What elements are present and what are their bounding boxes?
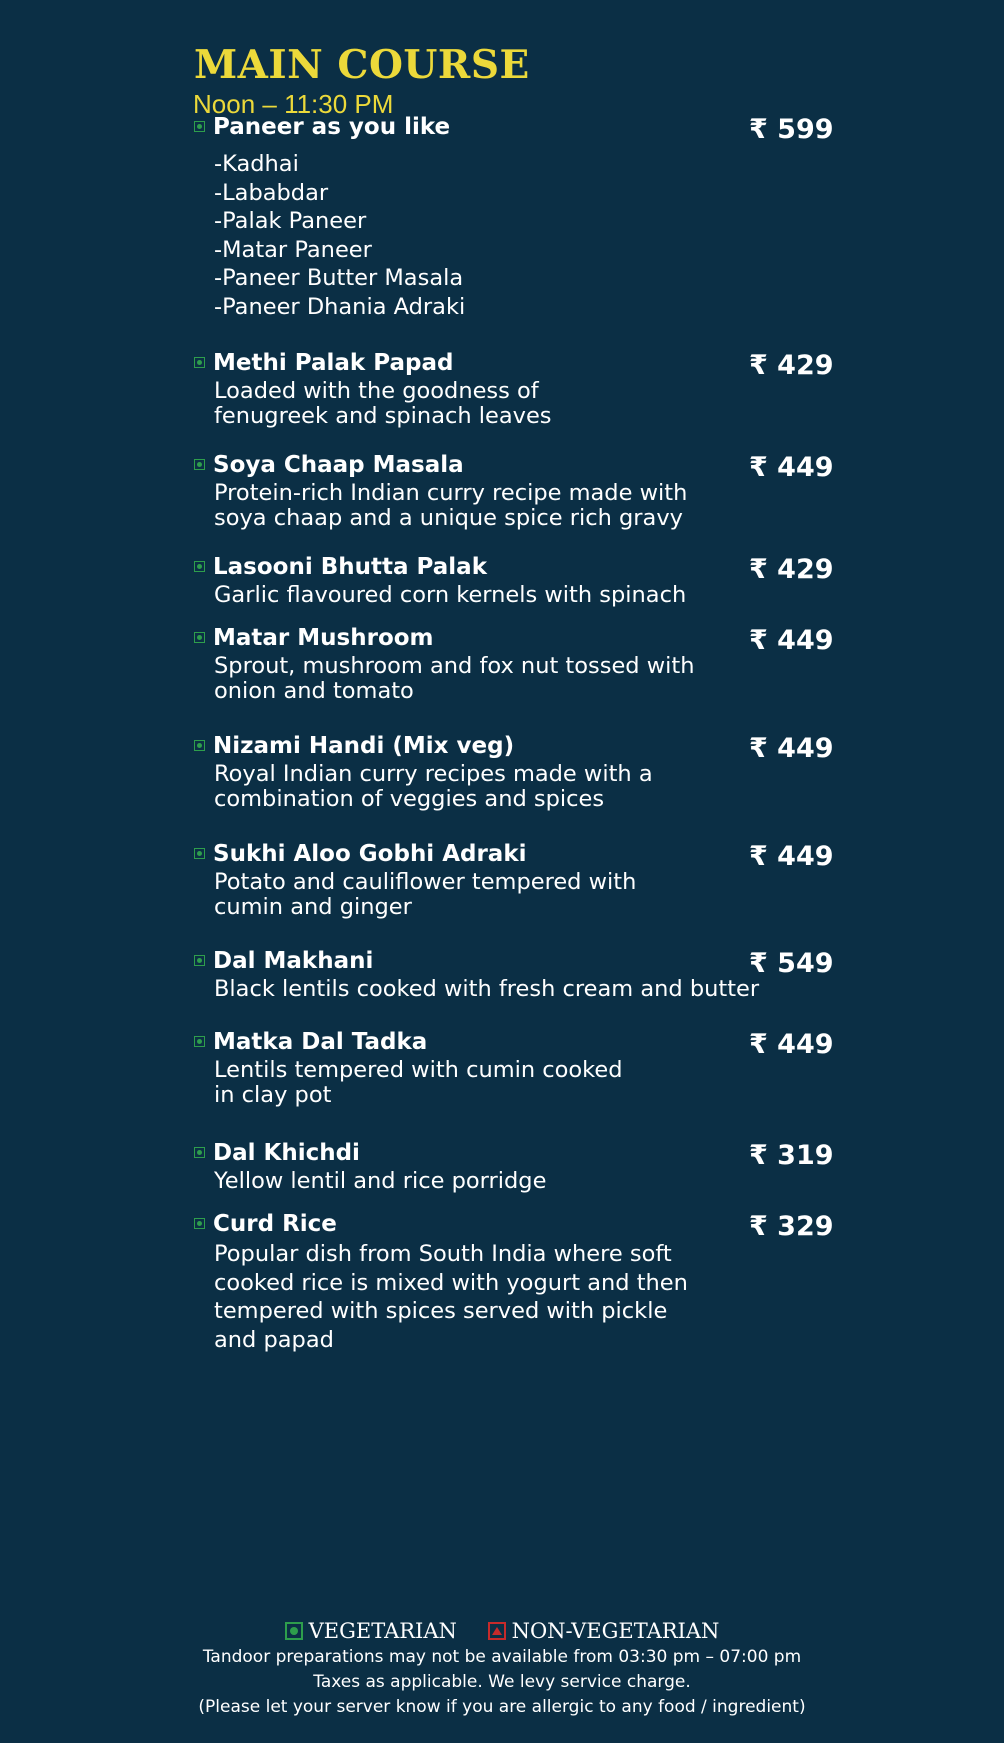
item-name: Lasooni Bhutta Palak <box>213 554 487 580</box>
variant-item: -Paneer Dhania Adraki <box>214 293 466 320</box>
item-description: Sprout, mushroom and fox nut tossed with onion and tomato <box>214 653 695 704</box>
non-veg-indicator-icon <box>488 1622 506 1640</box>
item-name: Nizami Handi (Mix veg) <box>213 733 515 759</box>
footer-notes <box>0 1645 1004 1720</box>
section-title: MAIN COURSE <box>194 42 530 88</box>
variant-list <box>214 150 465 321</box>
variant-item: -Lababdar <box>214 179 329 206</box>
variant-item: -Kadhai <box>214 151 299 177</box>
item-price: ₹ 429 <box>749 350 834 381</box>
section-hours: Noon – 11:30 PM <box>193 89 394 119</box>
item-price: ₹ 319 <box>749 1140 834 1171</box>
legend-nonveg-label: NON-VEGETARIAN <box>511 1619 720 1643</box>
item-name: Sukhi Aloo Gobhi Adraki <box>213 841 527 867</box>
veg-indicator-icon <box>194 740 205 751</box>
item-name: Dal Makhani <box>213 948 374 974</box>
variant-item: -Palak Paneer <box>214 208 367 234</box>
allergy-note: (Please let your server know if you are allergic to any food / ingredient) <box>198 1697 806 1717</box>
diet-legend <box>0 1616 1004 1643</box>
variant-item: -Matar Paneer <box>214 236 372 263</box>
veg-indicator-icon <box>194 1218 205 1229</box>
item-price: ₹ 449 <box>749 452 834 483</box>
veg-indicator-icon <box>194 561 205 572</box>
item-name: Matar Mushroom <box>213 625 434 651</box>
item-name: Methi Palak Papad <box>213 350 454 376</box>
item-price: ₹ 599 <box>749 114 834 145</box>
item-price: ₹ 449 <box>749 841 834 872</box>
item-description: Yellow lentil and rice porridge <box>214 1168 547 1194</box>
item-description: Popular dish from South India where soft cooked rice is mixed with yogurt and then tempered with spices served with pickle and papad <box>214 1241 688 1353</box>
veg-indicator-icon <box>194 121 205 132</box>
tandoor-note: Tandoor preparations may not be available from 03:30 pm – 07:00 pm <box>202 1647 802 1667</box>
veg-indicator-icon <box>194 459 205 470</box>
item-price: ₹ 329 <box>749 1211 834 1242</box>
item-name: Dal Khichdi <box>213 1140 360 1166</box>
item-name: Matka Dal Tadka <box>213 1029 428 1055</box>
item-name: Curd Rice <box>213 1211 337 1237</box>
legend-non-vegetarian <box>488 1619 720 1643</box>
item-price: ₹ 449 <box>749 733 834 764</box>
legend-veg-label: VEGETARIAN <box>308 1619 457 1643</box>
tax-note: Taxes as applicable. We levy service charge. <box>313 1672 691 1692</box>
item-description: Royal Indian curry recipes made with a combination of veggies and spices <box>214 761 653 812</box>
item-price: ₹ 429 <box>749 554 834 585</box>
item-description: Black lentils cooked with fresh cream and butter <box>214 976 760 1002</box>
item-price: ₹ 549 <box>749 948 834 979</box>
veg-indicator-icon <box>194 955 205 966</box>
item-price: ₹ 449 <box>749 625 834 656</box>
veg-indicator-icon <box>194 848 205 859</box>
item-description: Protein-rich Indian curry recipe made with soya chaap and a unique spice rich gravy <box>214 480 688 531</box>
item-description: Lentils tempered with cumin cooked in clay pot <box>214 1057 623 1108</box>
item-description: Loaded with the goodness of fenugreek and spinach leaves <box>214 378 552 429</box>
veg-indicator-icon <box>194 1036 205 1047</box>
veg-indicator-icon <box>194 1147 205 1158</box>
veg-indicator-icon <box>285 1622 303 1640</box>
item-description: Garlic flavoured corn kernels with spinach <box>214 582 687 608</box>
variant-item: -Paneer Butter Masala <box>214 265 464 291</box>
item-price: ₹ 449 <box>749 1029 834 1060</box>
legend-vegetarian <box>285 1619 457 1643</box>
item-description: Potato and cauliflower tempered with cumin and ginger <box>214 869 637 920</box>
veg-indicator-icon <box>194 357 205 368</box>
item-name: Soya Chaap Masala <box>213 452 464 478</box>
item-name: Paneer as you like <box>213 114 451 140</box>
veg-indicator-icon <box>194 632 205 643</box>
